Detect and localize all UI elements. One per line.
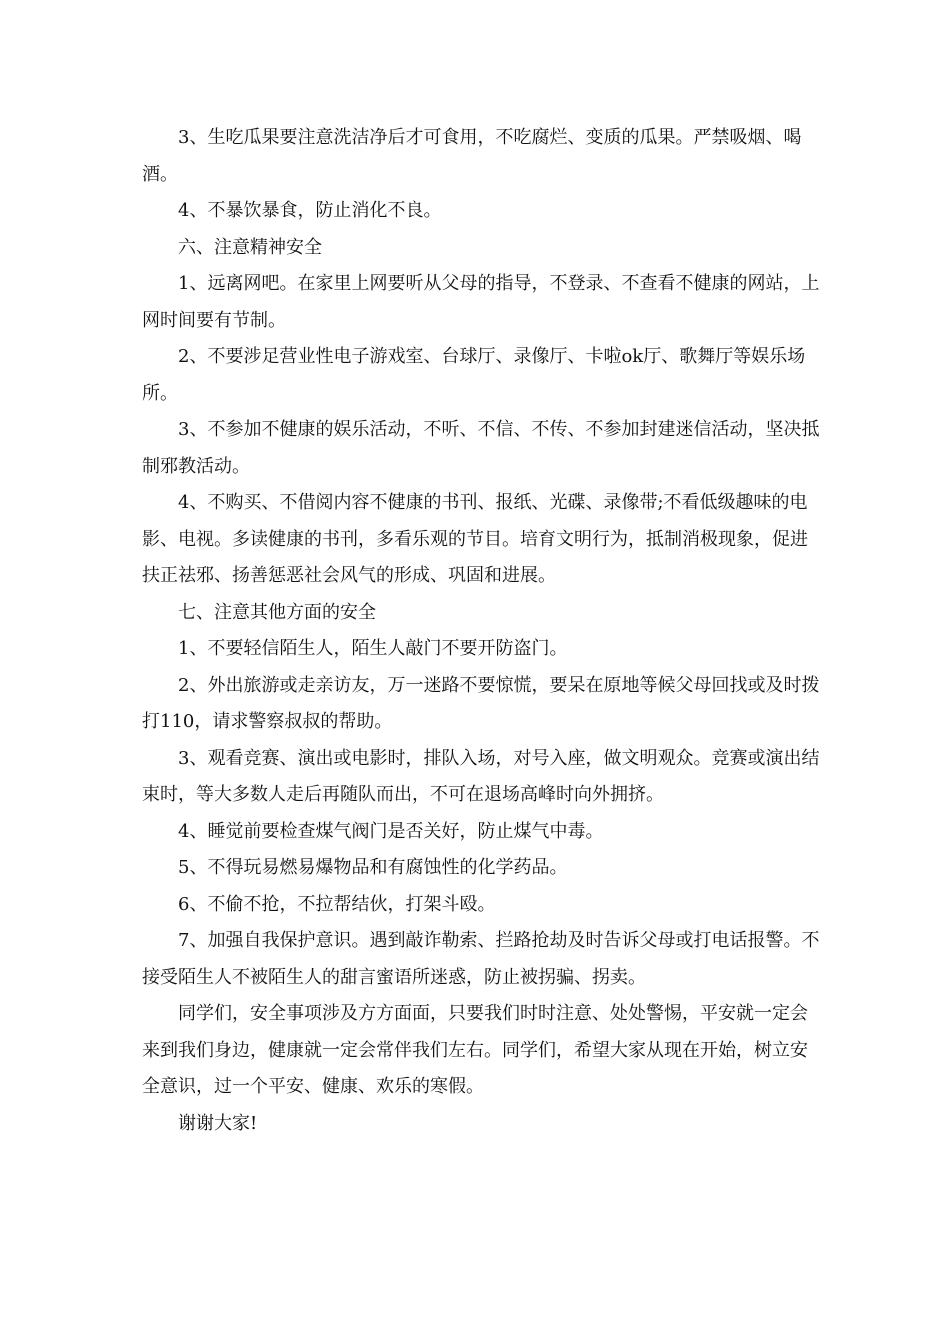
paragraph-dangerous-items: 5、不得玩易燃易爆物品和有腐蚀性的化学药品。 — [178, 857, 568, 878]
paragraph-no-fighting: 6、不偷不抢，不拉帮结伙，打架斗殴。 — [178, 893, 496, 915]
paragraph-unhealthy-media: 4、不购买、不借阅内容不健康的书刊、报纸、光碟、录像带;不看低级趣味的电影、电视。多读健康的书刊，多看乐观的节目。培育文明行为，抵制消极现象，促进扶正祛邪、扬善惩恶社会风气的形成、巩固和进展。 — [142, 492, 808, 586]
paragraph-internet-cafe: 1、远离网吧。在家里上网要听从父母的指导，不登录、不查看不健康的网站，上网时间要有节制。 — [142, 273, 820, 331]
paragraph-entertainment-venues: 2、不要涉足营业性电子游戏室、台球厅、录像厅、卡啦ok厅、歌舞厅等娱乐场所。 — [142, 346, 806, 404]
paragraph-self-protection: 7、加强自我保护意识。遇到敲诈勒索、拦路抢劫及时告诉父母或打电话报警。不接受陌生人不被陌生人的甜言蜜语所迷惑，防止被拐骗、拐卖。 — [142, 930, 820, 988]
section-heading-mental-safety: 六、注意精神安全 — [178, 236, 322, 258]
paragraph-no-overeating: 4、不暴饮暴食，防止消化不良。 — [178, 200, 442, 221]
paragraph-strangers: 1、不要轻信陌生人，陌生人敲门不要开防盗门。 — [178, 638, 568, 659]
paragraph-events: 3、观看竞赛、演出或电影时，排队入场，对号入座，做文明观众。竞赛或演出结束时，等大多数人走后再随队而出，不可在退场高峰时向外拥挤。 — [142, 747, 820, 805]
paragraph-closing-remarks: 同学们，安全事项涉及方方面面，只要我们时时注意、处处警惕，平安就一定会来到我们身边，健康就一定会常伴我们左右。同学们，希望大家从现在开始，树立安全意识，过一个平安、健康、欢乐的寒假。 — [142, 1003, 808, 1097]
paragraph-thanks: 谢谢大家! — [178, 1112, 258, 1134]
section-heading-other-safety: 七、注意其他方面的安全 — [178, 601, 376, 623]
document-body — [142, 120, 822, 1142]
paragraph-getting-lost: 2、外出旅游或走亲访友，万一迷路不要惊慌，要呆在原地等候父母回找或及时拨打110，请求警察叔叔的帮助。 — [142, 674, 820, 732]
paragraph-superstition: 3、不参加不健康的娱乐活动，不听、不信、不传、不参加封建迷信活动，坚决抵制邪教活动。 — [142, 419, 820, 477]
paragraph-gas-valve: 4、睡觉前要检查煤气阀门是否关好，防止煤气中毒。 — [178, 820, 604, 842]
paragraph-fruit-hygiene: 3、生吃瓜果要注意洗洁净后才可食用，不吃腐烂、变质的瓜果。严禁吸烟、喝酒。 — [142, 127, 802, 185]
